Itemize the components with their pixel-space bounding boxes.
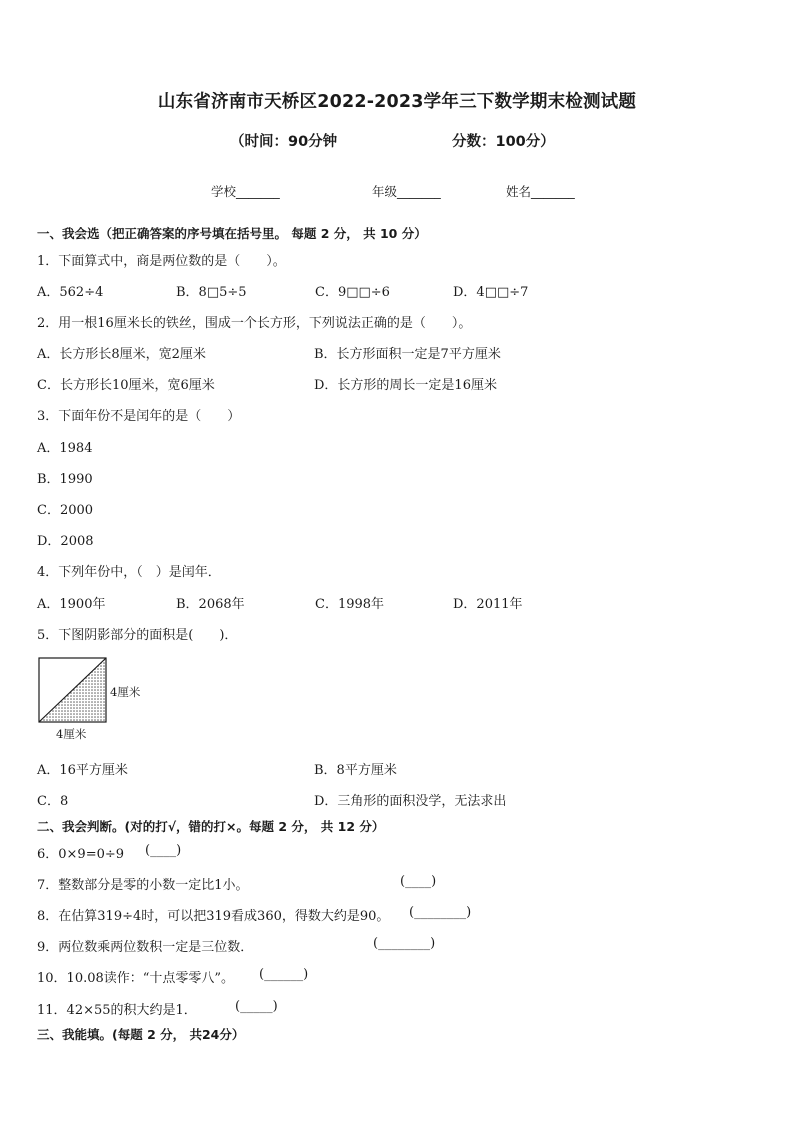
judge-6: 6．0×9=0÷9 <box>37 847 125 862</box>
shaded-triangle-figure <box>37 656 157 746</box>
q2-option-d: D．长方形的周长一定是16厘米 <box>314 378 497 393</box>
question-2: 2．用一根16厘米长的铁丝，围成一个长方形，下列说法正确的是（ ）。 <box>37 316 472 331</box>
q4-option-a: A．1900年 <box>37 597 106 612</box>
figure-side-label: 4厘米 <box>110 685 141 699</box>
q3-option-b: B．1990 <box>37 472 93 487</box>
q2-option-c: C．长方形长10厘米，宽6厘米 <box>37 378 215 393</box>
question-3: 3．下面年份不是闰年的是（ ） <box>37 409 241 424</box>
exam-title: 山东省济南市天桥区2022-2023学年三下数学期末检测试题 <box>157 92 637 112</box>
judge-8: 8．在估算319÷4时，可以把319看成360，得数大约是90。 <box>37 909 390 924</box>
q2-option-a: A．长方形长8厘米，宽2厘米 <box>37 347 206 362</box>
section-2-heading: 二、我会判断。(对的打√，错的打×。每题 2 分， 共 12 分） <box>37 819 385 834</box>
question-5: 5．下图阴影部分的面积是( )． <box>37 628 238 643</box>
name-field: 姓名_______ <box>506 184 575 199</box>
q1-option-a: A．562÷4 <box>37 285 104 300</box>
q1-option-c: C．9□□÷6 <box>315 285 390 300</box>
q5-option-d: D．三角形的面积没学，无法求出 <box>314 794 507 809</box>
judge-11-blank: (_____) <box>235 999 278 1014</box>
judge-7: 7．整数部分是零的小数一定比1小。 <box>37 878 249 893</box>
q4-option-d: D．2011年 <box>453 597 523 612</box>
q2-option-b: B．长方形面积一定是7平方厘米 <box>314 347 501 362</box>
q1-option-d: D．4□□÷7 <box>453 285 529 300</box>
question-4: 4．下列年份中，（ ）是闰年． <box>37 565 221 580</box>
figure-bottom-label: 4厘米 <box>56 727 87 741</box>
judge-8-blank: (________) <box>409 905 472 920</box>
q5-option-b: B．8平方厘米 <box>314 763 397 778</box>
question-1: 1．下面算式中，商是两位数的是（ ）。 <box>37 254 286 269</box>
section-3-heading: 三、我能填。(每题 2 分， 共24分） <box>37 1027 245 1042</box>
q5-option-a: A．16平方厘米 <box>37 763 128 778</box>
q4-option-c: C．1998年 <box>315 597 385 612</box>
q5-option-c: C．8 <box>37 794 69 809</box>
grade-field: 年级_______ <box>372 184 441 199</box>
q3-option-c: C．2000 <box>37 503 94 518</box>
q3-option-a: A．1984 <box>37 441 93 456</box>
judge-10-blank: (______) <box>259 967 309 982</box>
section-1-heading: 一、我会选（把正确答案的序号填在括号里。 每题 2 分， 共 10 分） <box>37 226 427 241</box>
q1-option-b: B．8□5÷5 <box>176 285 247 300</box>
judge-9-blank: (________) <box>373 936 436 951</box>
judge-11: 11．42×55的积大约是1． <box>37 1003 197 1018</box>
judge-6-blank: (____) <box>145 843 182 858</box>
judge-10: 10．10.08读作：“十点零零八”。 <box>37 971 235 986</box>
exam-time: （时间：90分钟 <box>230 134 338 150</box>
judge-7-blank: (____) <box>400 874 437 889</box>
judge-9: 9．两位数乘两位数积一定是三位数． <box>37 940 254 955</box>
exam-score: 分数：100分） <box>452 134 555 150</box>
q4-option-b: B．2068年 <box>176 597 245 612</box>
q3-option-d: D．2008 <box>37 534 94 549</box>
school-field: 学校_______ <box>211 184 280 199</box>
